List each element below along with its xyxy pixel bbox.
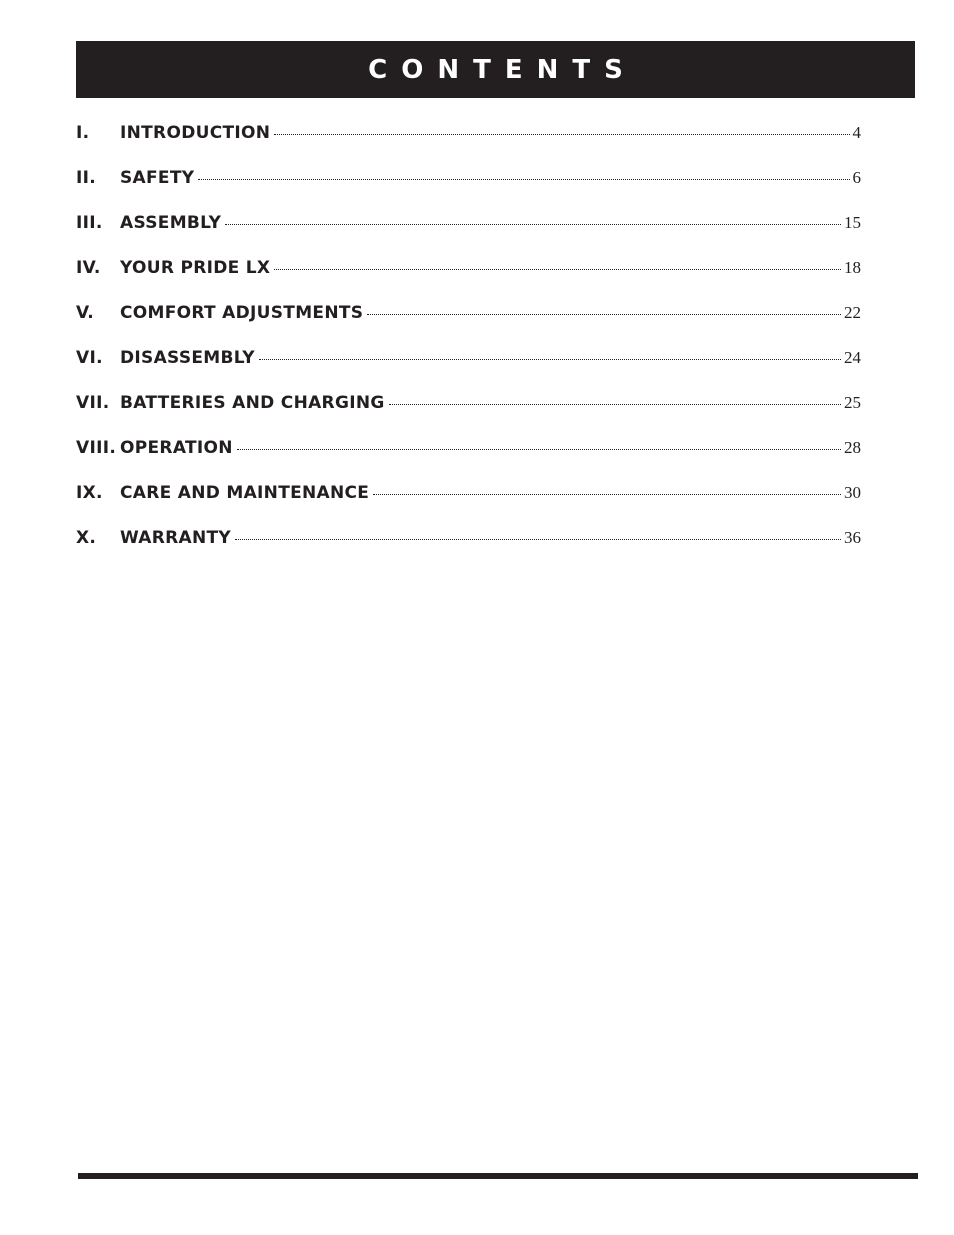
toc-entry-page: 36 bbox=[844, 528, 861, 547]
toc-entry-your-pride-lx[interactable] bbox=[76, 258, 861, 303]
toc-entry-assembly[interactable] bbox=[76, 213, 861, 258]
toc-entry-number: II. bbox=[76, 168, 97, 188]
toc-entry-operation[interactable] bbox=[76, 438, 861, 483]
toc-entry-number: VII. bbox=[76, 393, 110, 413]
toc-entry-number: V. bbox=[76, 303, 95, 323]
dot-leader bbox=[259, 359, 841, 360]
toc-entry-page: 15 bbox=[844, 213, 861, 232]
toc-entry-comfort-adjustments[interactable] bbox=[76, 303, 861, 348]
toc-entry-page: 6 bbox=[852, 168, 861, 187]
toc-entry-number: IX. bbox=[76, 483, 103, 503]
toc-entry-number: VIII. bbox=[76, 438, 117, 458]
toc-entry-title: COMFORT ADJUSTMENTS bbox=[120, 303, 364, 323]
dot-leader bbox=[389, 404, 841, 405]
toc-entry-number: IV. bbox=[76, 258, 101, 278]
toc-entry-warranty[interactable] bbox=[76, 528, 861, 573]
footer-rule bbox=[78, 1173, 918, 1179]
contents-header-bar bbox=[76, 41, 915, 98]
toc-entry-title: DISASSEMBLY bbox=[120, 348, 255, 368]
toc-entry-page: 25 bbox=[844, 393, 861, 412]
toc-entry-page: 28 bbox=[844, 438, 861, 457]
toc-entry-batteries-and-charging[interactable] bbox=[76, 393, 861, 438]
toc-entry-title: OPERATION bbox=[120, 438, 233, 458]
toc-entry-page: 30 bbox=[844, 483, 861, 502]
toc-entry-title: ASSEMBLY bbox=[120, 213, 222, 233]
toc-entry-title: INTRODUCTION bbox=[120, 123, 271, 143]
dot-leader bbox=[274, 134, 849, 135]
dot-leader bbox=[373, 494, 841, 495]
toc-entry-title: YOUR PRIDE LX bbox=[120, 258, 271, 278]
page-title: CONTENTS bbox=[368, 54, 637, 85]
toc-entry-page: 4 bbox=[852, 123, 861, 142]
dot-leader bbox=[237, 449, 841, 450]
toc-entry-page: 18 bbox=[844, 258, 861, 277]
toc-entry-number: X. bbox=[76, 528, 97, 548]
toc-entry-number: VI. bbox=[76, 348, 103, 368]
toc-entry-number: III. bbox=[76, 213, 103, 233]
toc-entry-page: 22 bbox=[844, 303, 861, 322]
toc-entry-care-and-maintenance[interactable] bbox=[76, 483, 861, 528]
toc-entry-disassembly[interactable] bbox=[76, 348, 861, 393]
toc-entry-title: CARE AND MAINTENANCE bbox=[120, 483, 370, 503]
toc-entry-safety[interactable] bbox=[76, 168, 861, 213]
dot-leader bbox=[367, 314, 841, 315]
toc-entry-title: BATTERIES AND CHARGING bbox=[120, 393, 385, 413]
dot-leader bbox=[235, 539, 841, 540]
table-of-contents bbox=[76, 123, 861, 573]
toc-entry-title: WARRANTY bbox=[120, 528, 232, 548]
toc-entry-title: SAFETY bbox=[120, 168, 195, 188]
toc-entry-number: I. bbox=[76, 123, 90, 143]
toc-entry-page: 24 bbox=[844, 348, 861, 367]
dot-leader bbox=[225, 224, 841, 225]
dot-leader bbox=[274, 269, 841, 270]
toc-entry-introduction[interactable] bbox=[76, 123, 861, 168]
dot-leader bbox=[198, 179, 849, 180]
